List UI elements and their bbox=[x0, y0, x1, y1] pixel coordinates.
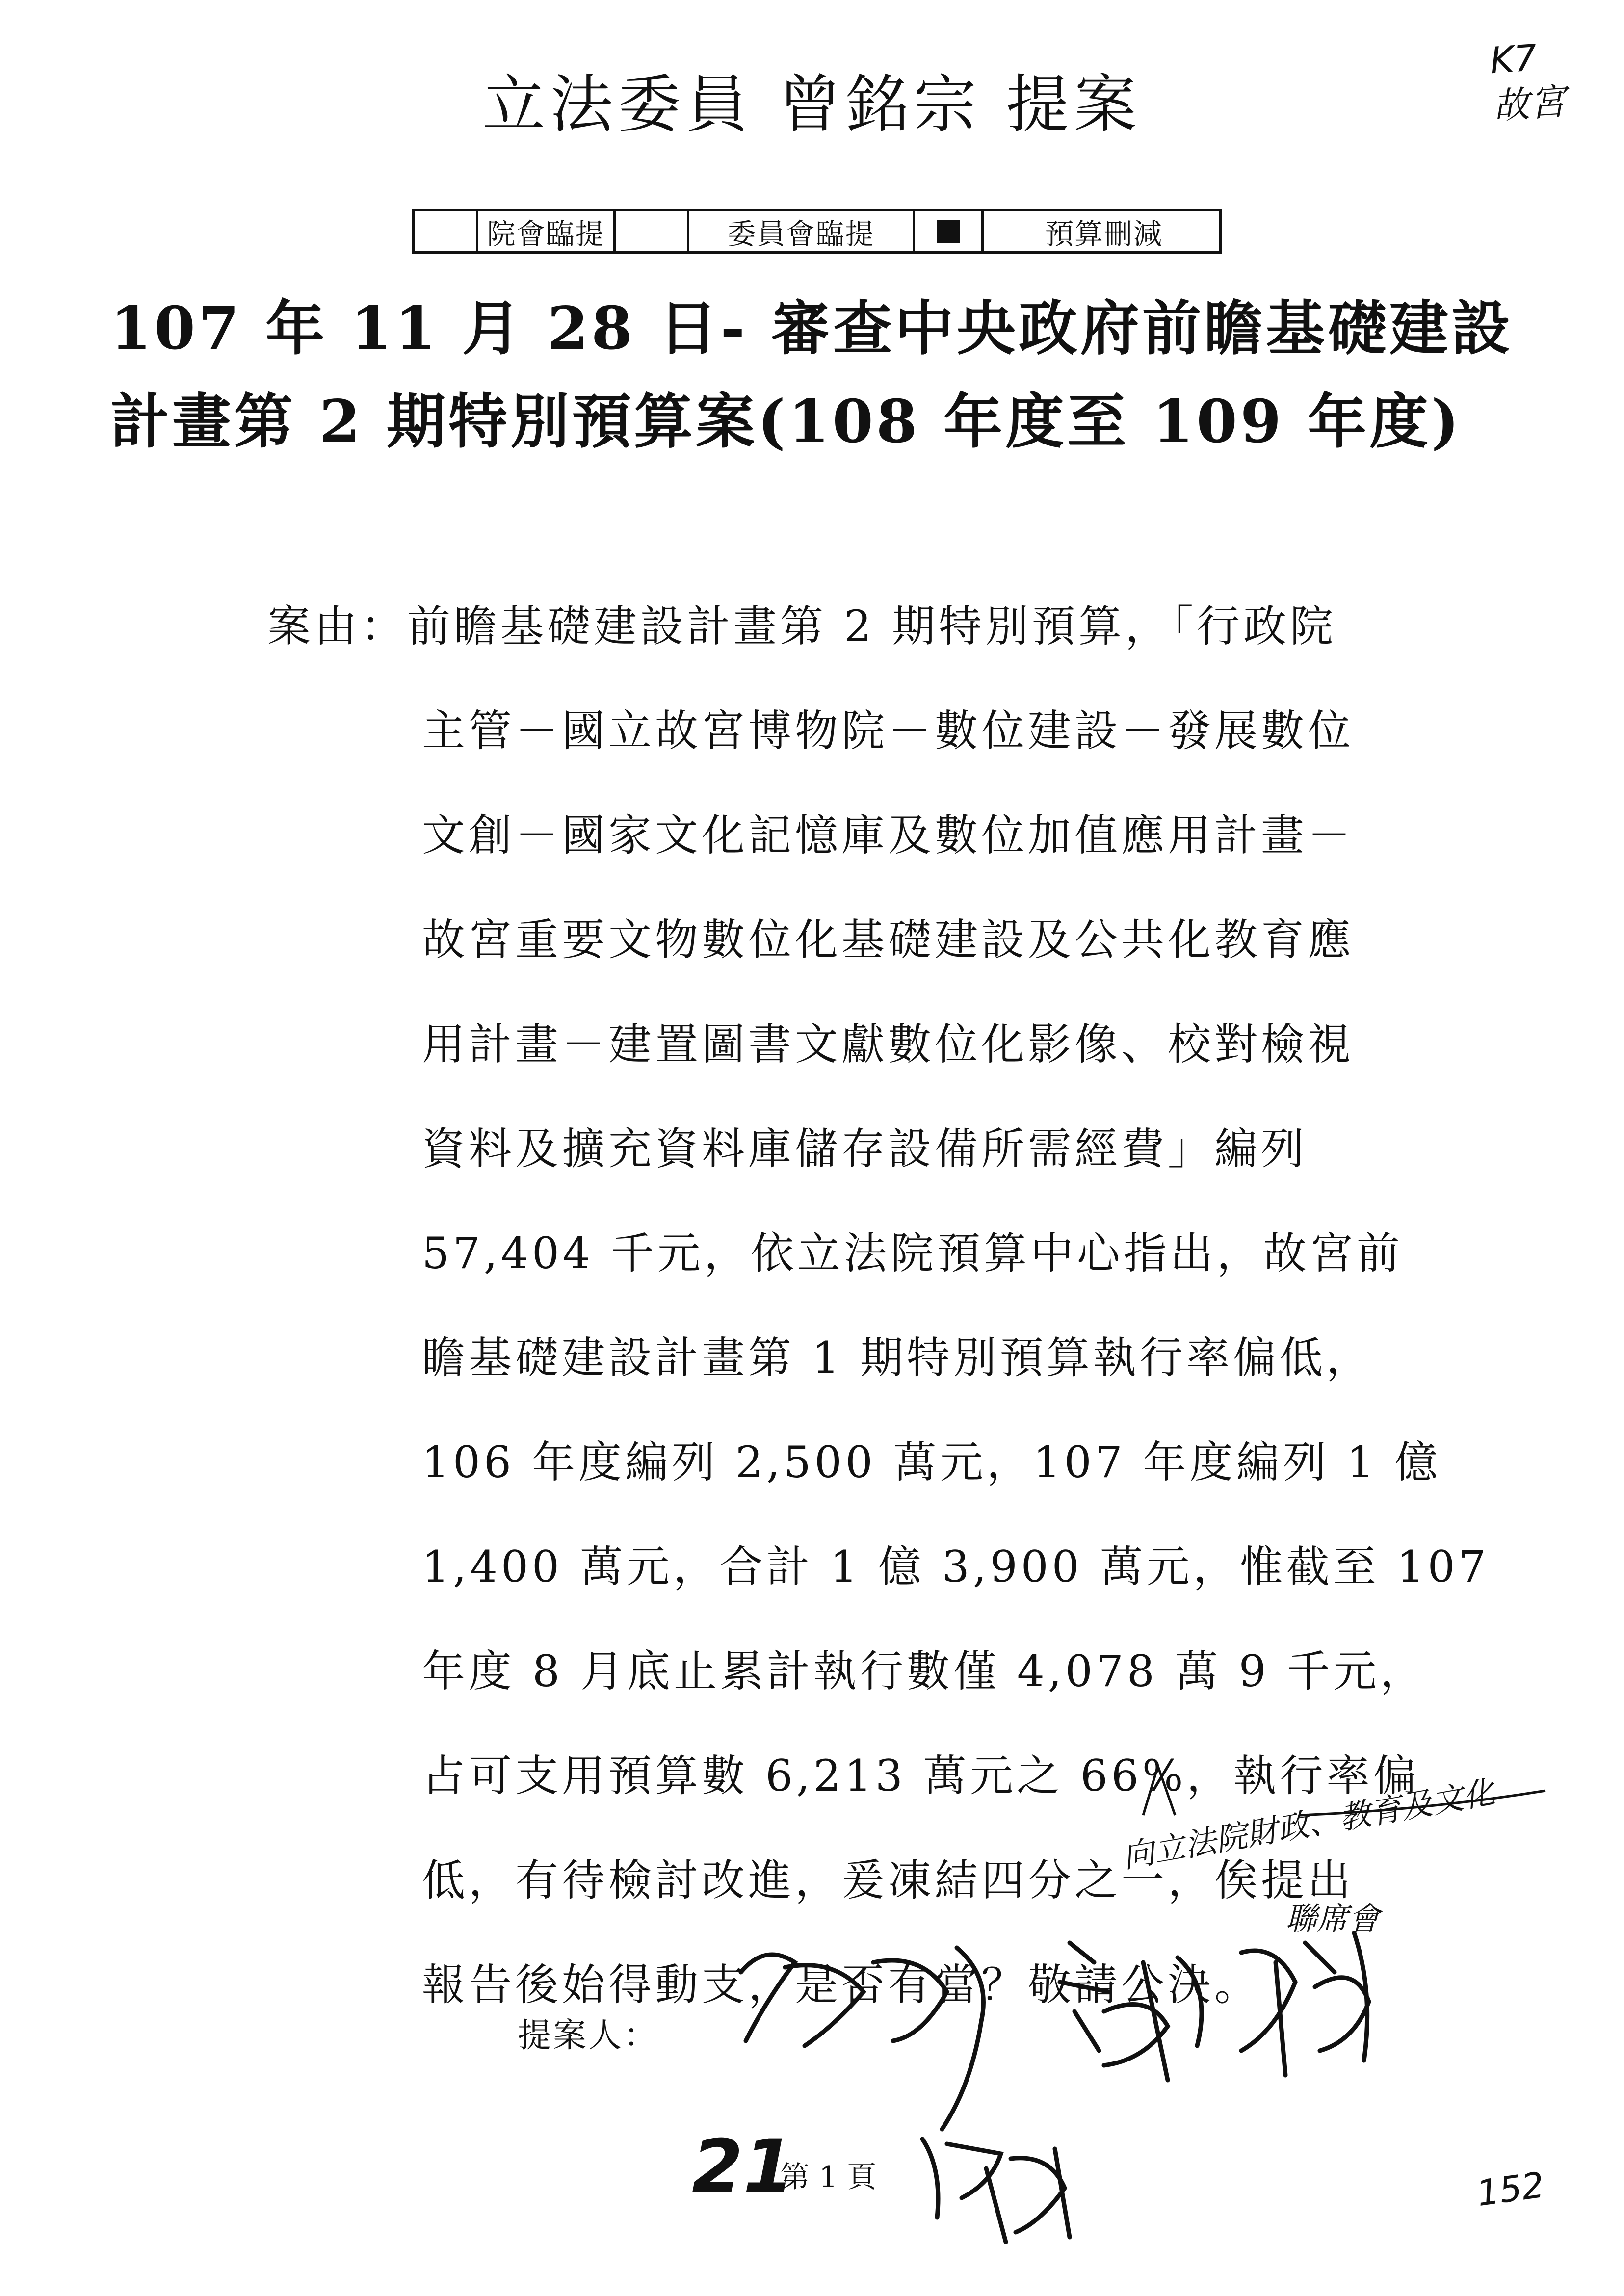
checked-square-icon bbox=[937, 220, 960, 243]
body-line: 資料及擴充資料庫儲存設備所需經費」編列 bbox=[422, 1123, 1308, 1174]
proposal-type-label: 預算刪減 bbox=[1045, 217, 1163, 251]
body-line: 年度 8 月底止累計執行數僅 4,078 萬 9 千元， bbox=[422, 1646, 1427, 1696]
heading-line: 計畫第 2 期特別預算案(108 年度至 109 年度) bbox=[110, 387, 1462, 456]
case-label: 案由： bbox=[267, 601, 408, 652]
handwritten-insert: 聯席會 bbox=[1285, 1901, 1380, 1937]
body-line: 報告後始得動支，是否有當？敬請公決。 bbox=[422, 1959, 1261, 2010]
heading-line: 107 年 11 月 28 日- 審查中央政府前瞻基礎建設 bbox=[110, 294, 1513, 363]
checkbox-cell-院會臨提[interactable] bbox=[415, 211, 478, 252]
handwritten-corner-note bbox=[1489, 30, 1612, 129]
body-line: 瞻基礎建設計畫第 1 期特別預算執行率偏低， bbox=[422, 1332, 1373, 1383]
body-line: 占可支用預算數 6,213 萬元之 66%，執行率偏 bbox=[422, 1750, 1420, 1801]
handwritten-insert: 向立法院財政、教育及文化 bbox=[1120, 1774, 1497, 1876]
body-line: 57,404 千元，依立法院預算中心指出，故宮前 bbox=[422, 1228, 1403, 1278]
body-line-first bbox=[267, 574, 1465, 678]
proposal-type-label: 委員會臨提 bbox=[689, 211, 915, 252]
corner-note-line-2: 故宮 bbox=[1492, 80, 1568, 128]
document-heading bbox=[110, 282, 1558, 469]
corner-note-line-1: K7 bbox=[1489, 36, 1539, 82]
document-title: 立法委員 曾銘宗 提案 bbox=[482, 68, 1142, 141]
handwritten-number: 21 bbox=[692, 2124, 794, 2210]
body-text: 前瞻基礎建設計畫第 2 期特別預算，「行政院 bbox=[407, 601, 1336, 652]
checkbox-cell-委員會臨提[interactable] bbox=[616, 211, 689, 252]
handwritten-corner-number: 152 bbox=[1474, 2164, 1547, 2215]
body-line: 用計畫－建置圖書文獻數位化影像、校對檢視 bbox=[422, 1019, 1355, 1070]
body-line: 主管－國立故宮博物院－數位建設－發展數位 bbox=[422, 705, 1355, 756]
body-line: 文創－國家文化記憶庫及數位加值應用計畫－ bbox=[422, 810, 1355, 861]
proposal-type-label: 院會臨提 bbox=[478, 211, 616, 252]
checkbox-cell-預算刪減[interactable] bbox=[915, 211, 984, 252]
body-line: 低，有待檢討改進，爰凍結四分之一，俟提出 bbox=[422, 1855, 1355, 1905]
body-line: 1,400 萬元，合計 1 億 3,900 萬元，惟截至 107 bbox=[422, 1541, 1490, 1592]
body-line: 106 年度編列 2,500 萬元，107 年度編列 1 億 bbox=[422, 1437, 1441, 1487]
body-line: 故宮重要文物數位化基礎建設及公共化教育應 bbox=[422, 914, 1355, 965]
proposal-type-table bbox=[412, 209, 1222, 254]
proposer-label: 提案人： bbox=[518, 2016, 659, 2055]
page-number: 第 1 頁 bbox=[780, 2160, 877, 2194]
